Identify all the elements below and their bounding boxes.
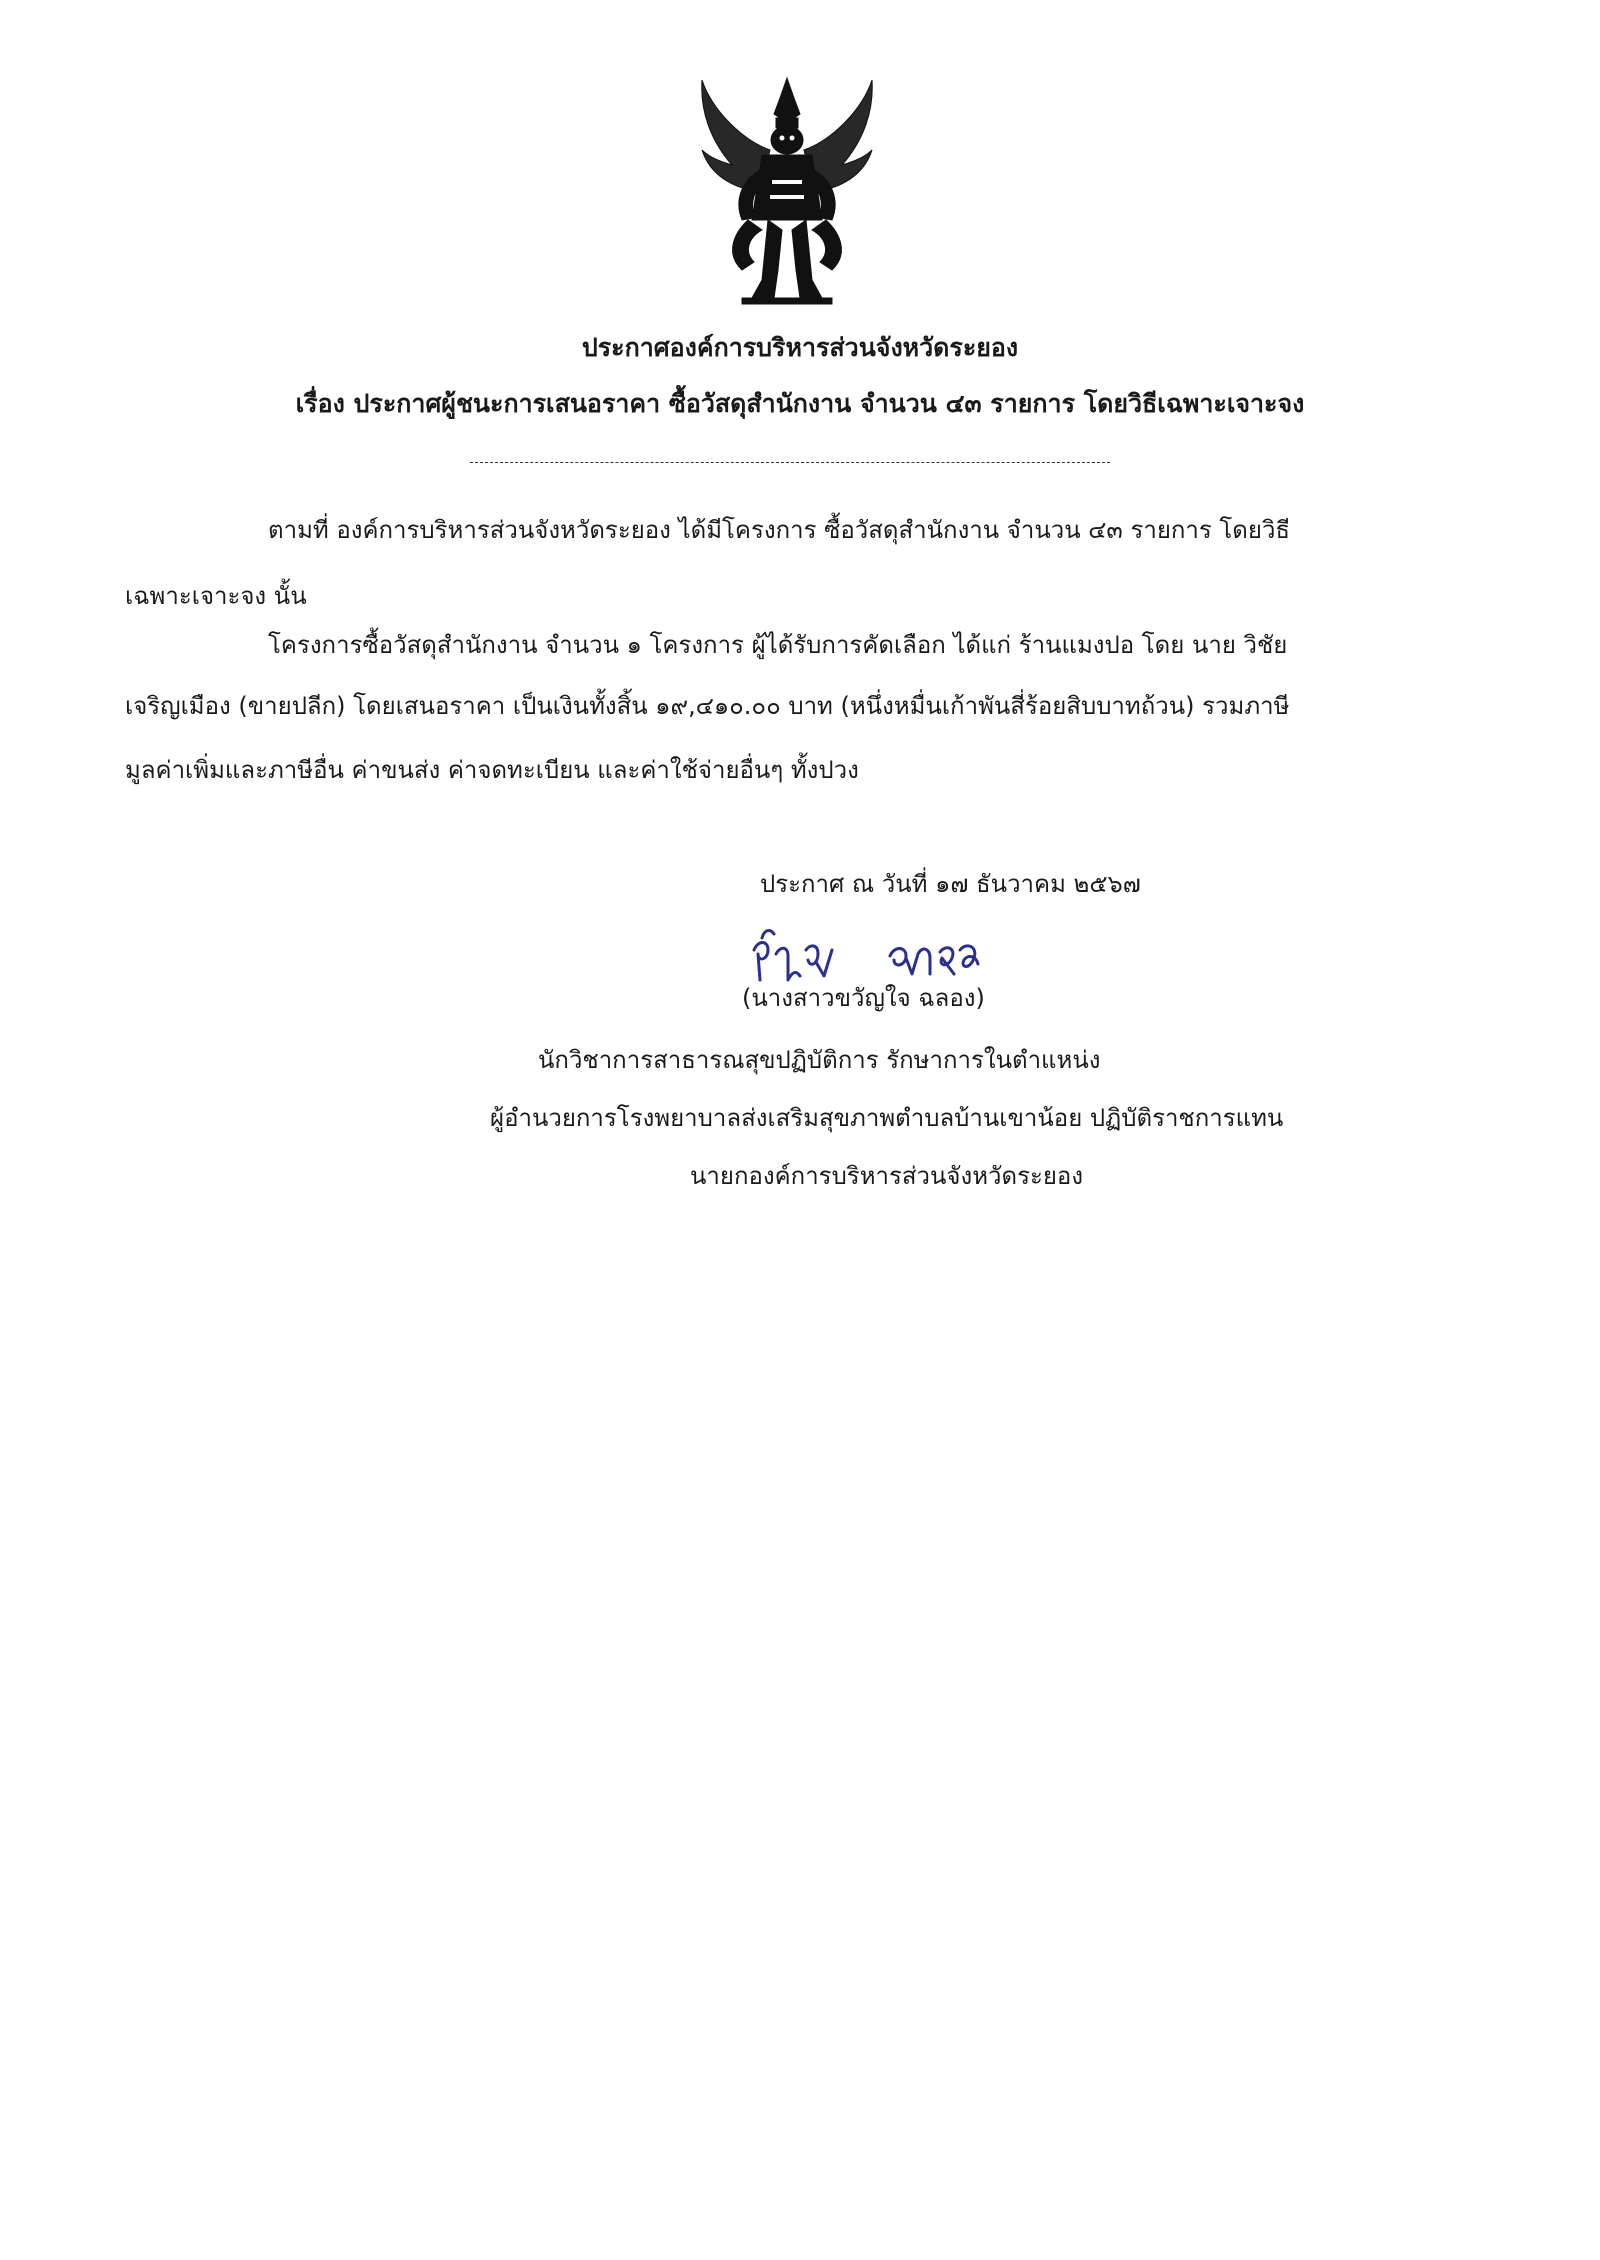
signatory-position-3: นายกองค์การบริหารส่วนจังหวัดระยอง: [690, 1162, 1084, 1190]
body-para1-line1: ตามที่ องค์การบริหารส่วนจังหวัดระยอง ได้มีโครงการ ซื้อวัสดุสำนักงาน จำนวน ๔๓ รายการ โดยวิธี: [268, 516, 1291, 544]
body-para2-line2: เจริญเมือง (ขายปลีก) โดยเสนอราคา เป็นเงินทั้งสิ้น ๑๙,๔๑๐.๐๐ บาท (หนึ่งหมื่นเก้าพันสี่ร้อยสิบบาทถ้วน) รวมภาษี: [125, 692, 1290, 720]
announcement-date: ประกาศ ณ วันที่ ๑๗ ธันวาคม ๒๕๖๗: [760, 870, 1141, 898]
body-para2-line1: โครงการซื้อวัสดุสำนักงาน จำนวน ๑ โครงการ ผู้ได้รับการคัดเลือก ได้แก่ ร้านแมงปอ โดย นาย วิชัย: [268, 631, 1288, 659]
garuda-emblem-icon: [682, 70, 892, 310]
announcement-subject: เรื่อง ประกาศผู้ชนะการเสนอราคา ซื้อวัสดุสำนักงาน จำนวน ๔๓ รายการ โดยวิธีเฉพาะเจาะจง: [295, 389, 1305, 418]
signatory-position-1: นักวิชาการสาธารณสุขปฏิบัติการ รักษาการในตำแหน่ง: [538, 1046, 1101, 1074]
announcement-title: ประกาศองค์การบริหารส่วนจังหวัดระยอง: [581, 333, 1019, 362]
title-divider: [470, 462, 1110, 463]
body-para1-line2: เฉพาะเจาะจง นั้น: [125, 582, 307, 610]
body-para2-line3: มูลค่าเพิ่มและภาษีอื่น ค่าขนส่ง ค่าจดทะเบียน และค่าใช้จ่ายอื่นๆ ทั้งปวง: [125, 756, 859, 784]
signatory-name: (นางสาวขวัญใจ ฉลอง): [742, 984, 985, 1012]
signatory-position-2: ผู้อำนวยการโรงพยาบาลส่งเสริมสุขภาพตำบลบ้านเขาน้อย ปฏิบัติราชการแทน: [490, 1104, 1284, 1132]
